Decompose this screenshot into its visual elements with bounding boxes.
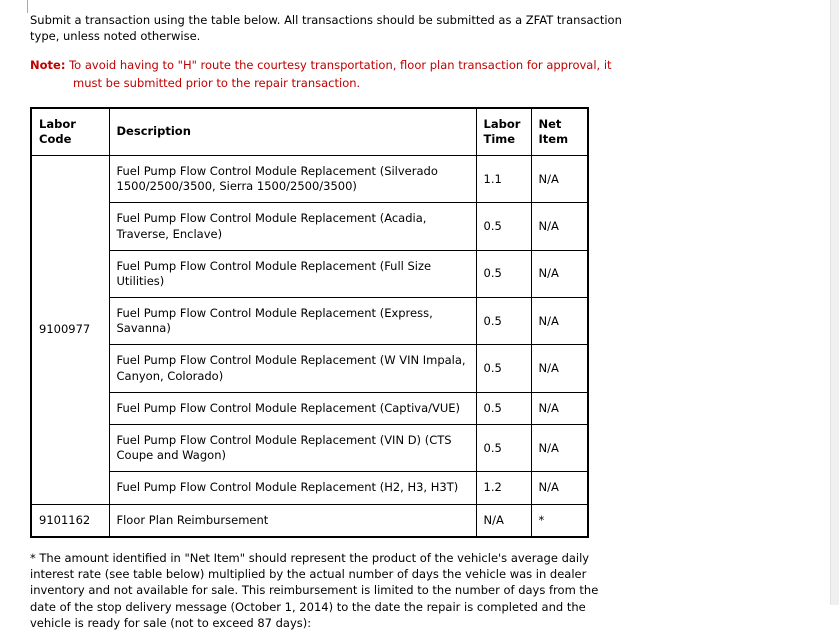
- col-header-net-item: Net Item: [531, 108, 588, 156]
- description-cell: Floor Plan Reimbursement: [109, 504, 476, 537]
- intro-paragraph: Submit a transaction using the table below. All transactions should be submitted as a ZFAT transaction type, unless noted otherwise.: [30, 13, 622, 43]
- labor-time-cell: 0.5: [476, 424, 531, 471]
- description-cell: Fuel Pump Flow Control Module Replacement (Captiva/VUE): [109, 392, 476, 424]
- net-item-cell: N/A: [531, 472, 588, 504]
- labor-time-cell: 0.5: [476, 345, 531, 392]
- description-cell: Fuel Pump Flow Control Module Replacement (Full Size Utilities): [109, 250, 476, 297]
- net-item-cell: N/A: [531, 392, 588, 424]
- col-header-labor-code: Labor Code: [31, 108, 109, 156]
- labor-time-cell: 1.1: [476, 156, 531, 203]
- labor-code-cell: 9100977: [31, 156, 109, 504]
- labor-time-cell: N/A: [476, 504, 531, 537]
- table-row: [31, 424, 588, 471]
- table-row: [31, 392, 588, 424]
- table-row: [31, 504, 588, 537]
- description-cell: Fuel Pump Flow Control Module Replacement (H2, H3, H3T): [109, 472, 476, 504]
- table-row: [31, 472, 588, 504]
- note-label: Note:: [30, 58, 66, 73]
- page-border-fragment: [27, 0, 28, 13]
- col-header-description: Description: [109, 108, 476, 156]
- labor-code-cell: 9101162: [31, 504, 109, 537]
- description-cell: Fuel Pump Flow Control Module Replacement (W VIN Impala, Canyon, Colorado): [109, 345, 476, 392]
- document-page: [30, 13, 622, 631]
- labor-time-cell: 1.2: [476, 472, 531, 504]
- labor-time-cell: 0.5: [476, 392, 531, 424]
- labor-time-cell: 0.5: [476, 298, 531, 345]
- labor-code-table: [30, 107, 589, 538]
- table-row: [31, 298, 588, 345]
- net-item-cell: N/A: [531, 424, 588, 471]
- table-row: [31, 250, 588, 297]
- table-row: [31, 203, 588, 250]
- scrollbar[interactable]: [830, 0, 839, 605]
- net-item-cell: *: [531, 504, 588, 537]
- footnote-paragraph: * The amount identified in "Net Item" should represent the product of the vehicle's average daily interest rate (see table below) multiplied by the actual number of days the vehicle was in dealer inventory and not available for sale. This reimbursement is limited to the number of days from the date of the stop delivery message (October 1, 2014) to the date the repair is completed and the vehicle is ready for sale (not to exceed 87 days):: [30, 550, 599, 630]
- header-row: [31, 108, 588, 156]
- labor-time-cell: 0.5: [476, 203, 531, 250]
- description-cell: Fuel Pump Flow Control Module Replacement (Acadia, Traverse, Enclave): [109, 203, 476, 250]
- net-item-cell: N/A: [531, 298, 588, 345]
- note-text: To avoid having to "H" route the courtesy transportation, floor plan transaction for approval, it must be submitted prior to the repair transaction.: [69, 58, 612, 90]
- description-cell: Fuel Pump Flow Control Module Replacement (Express, Savanna): [109, 298, 476, 345]
- net-item-cell: N/A: [531, 156, 588, 203]
- note-paragraph: [30, 57, 622, 92]
- net-item-cell: N/A: [531, 203, 588, 250]
- description-cell: Fuel Pump Flow Control Module Replacement (Silverado 1500/2500/3500, Sierra 1500/2500/3500): [109, 156, 476, 203]
- col-header-labor-time: Labor Time: [476, 108, 531, 156]
- net-item-cell: N/A: [531, 250, 588, 297]
- description-cell: Fuel Pump Flow Control Module Replacement (VIN D) (CTS Coupe and Wagon): [109, 424, 476, 471]
- table-row: [31, 345, 588, 392]
- labor-time-cell: 0.5: [476, 250, 531, 297]
- net-item-cell: N/A: [531, 345, 588, 392]
- table-row: [31, 156, 588, 203]
